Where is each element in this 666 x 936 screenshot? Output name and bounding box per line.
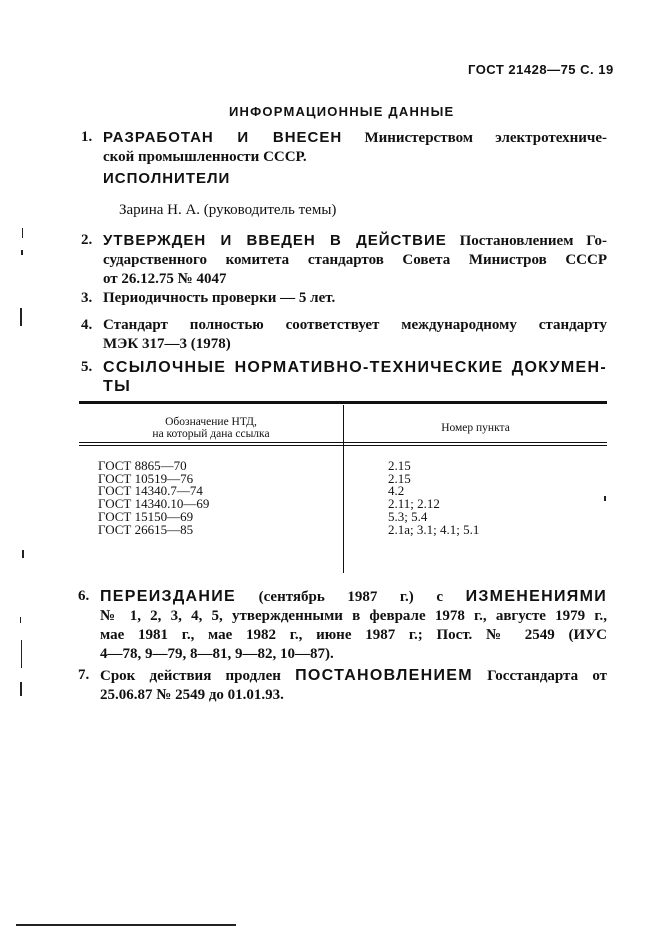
- table-header-document: Обозначение НТД, на который дана ссылка: [152, 416, 270, 440]
- item-text: Периодичность проверки — 5 лет.: [103, 290, 336, 306]
- executor-person: Зарина Н. А. (руководитель темы): [119, 202, 337, 218]
- table-document-column: [98, 460, 209, 536]
- item-1: [81, 128, 607, 167]
- table-cell: ГОСТ 10519—76: [98, 470, 194, 486]
- item-4: [81, 316, 607, 354]
- table-header-rule: [79, 445, 607, 446]
- scan-mark: [21, 250, 23, 255]
- table-clause-column: [388, 460, 479, 536]
- item-2: [81, 231, 607, 289]
- page-bottom-line: [16, 924, 236, 926]
- item-heading: ПЕРЕИЗДАНИЕ: [100, 588, 237, 605]
- item-text: 4—78, 9—79, 8—81, 9—82, 10—87).: [100, 646, 334, 662]
- item-number: 2.: [81, 232, 93, 248]
- item-heading: ПОСТАНОВЛЕНИЕМ: [295, 667, 473, 684]
- section-title: ИНФОРМАЦИОННЫЕ ДАННЫЕ: [229, 104, 455, 119]
- table-cell: 2.1а; 3.1; 4.1; 5.1: [388, 521, 480, 537]
- table-cell: ГОСТ 15150—69: [98, 508, 194, 524]
- item-text: (сентябрь 1987 г.) с: [236, 589, 466, 605]
- scan-mark: [20, 617, 21, 623]
- item-heading: ТЫ: [103, 378, 132, 395]
- scan-mark: [21, 640, 22, 668]
- item-text: Госстандарта от: [472, 668, 607, 684]
- item-text: МЭК 317—3 (1978): [103, 336, 231, 352]
- table-cell: 5.3; 5.4: [388, 508, 428, 524]
- table-header-clause: Номер пункта: [441, 422, 510, 434]
- item-text: Стандарт полностью соответствует международному стандарту: [103, 317, 607, 333]
- item-number: 5.: [81, 359, 93, 375]
- item-text: Министерством электротехниче-: [342, 130, 607, 146]
- item-heading: РАЗРАБОТАН И ВНЕСЕН: [103, 129, 343, 146]
- item-text: сударственного комитета стандартов Совета Министров СССР: [103, 252, 607, 268]
- scan-mark: [20, 308, 22, 326]
- item-text: Срок действия продлен: [100, 668, 296, 684]
- item-text: от 26.12.75 № 4047: [103, 271, 227, 287]
- table-top-rule: [79, 401, 607, 404]
- table-cell: 2.15: [388, 458, 411, 473]
- scan-mark: [20, 682, 22, 696]
- table-cell: 2.15: [388, 470, 411, 486]
- scan-mark: [22, 550, 24, 558]
- item-6: [78, 587, 607, 664]
- item-number: 1.: [81, 129, 93, 145]
- item-7: [78, 666, 607, 705]
- table-cell: 4.2: [388, 483, 405, 499]
- scan-mark: [22, 228, 23, 238]
- item-number: 4.: [81, 317, 93, 333]
- item-3: [81, 289, 607, 308]
- item-text: Постановлением Го-: [446, 233, 607, 249]
- table-cell: ГОСТ 14340.10—69: [98, 496, 210, 512]
- item-number: 7.: [78, 667, 90, 683]
- item-heading: ССЫЛОЧНЫЕ НОРМАТИВНО-ТЕХНИЧЕСКИЕ ДОКУМЕН-: [103, 359, 607, 376]
- scan-mark: [604, 496, 606, 501]
- item-5: [81, 358, 607, 396]
- table-cell: ГОСТ 14340.7—74: [98, 483, 203, 499]
- table-header-rule: [79, 442, 607, 443]
- item-text: 25.06.87 № 2549 до 01.01.93.: [100, 687, 284, 703]
- table-cell: ГОСТ 26615—85: [98, 521, 194, 537]
- table-cell: ГОСТ 8865—70: [98, 458, 187, 473]
- document-reference: ГОСТ 21428—75 С. 19: [468, 62, 614, 77]
- item-number: 6.: [78, 588, 90, 604]
- item-text: мае 1981 г., мае 1982 г., июне 1987 г.; Пост. № 2549 (ИУС: [100, 627, 607, 643]
- executors-heading: ИСПОЛНИТЕЛИ: [103, 170, 231, 187]
- item-text: ской промышленности СССР.: [103, 149, 307, 165]
- item-heading: ИЗМЕНЕНИЯМИ: [465, 588, 607, 605]
- table-cell: 2.11; 2.12: [388, 496, 440, 512]
- item-number: 3.: [81, 290, 93, 306]
- item-text: № 1, 2, 3, 4, 5, утвержденными в феврале 1978 г., августе 1979 г.,: [100, 608, 607, 624]
- item-heading: УТВЕРЖДЕН И ВВЕДЕН В ДЕЙСТВИЕ: [103, 232, 447, 249]
